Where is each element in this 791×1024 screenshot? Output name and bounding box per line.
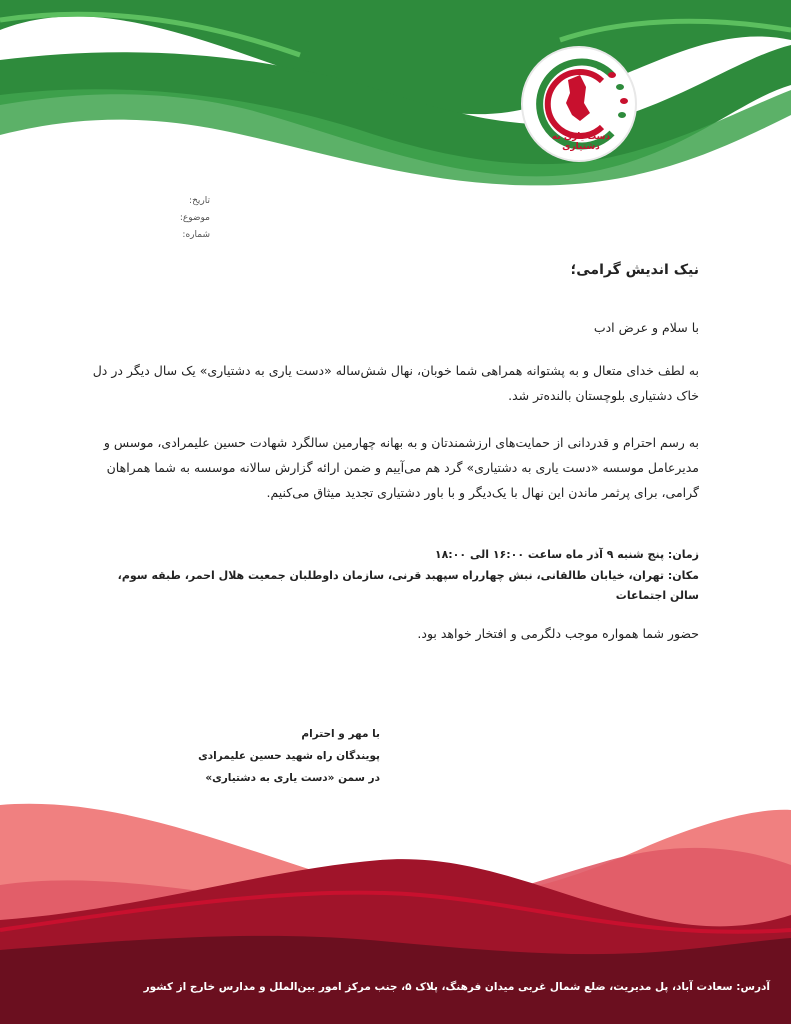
- signature-line-3: در سمن «دست یاری به دشتیاری»: [205, 772, 380, 784]
- header-green-waves: [0, 0, 791, 200]
- paragraph-invitation: به رسم احترام و قدردانی از حمایت‌های ارزشمندتان و به بهانه چهارمین سالگرد شهادت حسین علیمرادی، موسس و مدیرعامل موسسه «دست یاری به دشتیاری» گرد هم می‌آییم و ضمن ارائه گزارش سالانه موسسه به شما همراهان گرامی، برای پرثمر ماندن این نهال با یک‌دیگر و با باور دشتیاری تجدید میثاق می‌کنیم.: [103, 435, 699, 500]
- paragraph-intro: به لطف خدای متعال و به پشتوانه همراهی شما خوبان، نهال شش‌ساله «دست یاری به دشتیاری» یک سال دیگر در دل خاک دشتیاری بلوچستان بالنده‌تر شد.: [92, 363, 699, 403]
- salutation: نیک اندیش گرامی؛: [570, 262, 699, 278]
- number-field-label: شماره:: [182, 230, 210, 240]
- closing-line: حضور شما همواره موجب دلگرمی و افتخار خواهد بود.: [417, 626, 699, 641]
- footer-address: آدرس: سعادت آباد، پل مدیریت، ضلع شمال غربی میدان فرهنگ، پلاک ۵، جنب مرکز امور بین‌الملل و مدارس خارج از کشور: [143, 981, 770, 993]
- signature-line-2: پویندگان راه شهید حسین علیمرادی: [198, 750, 380, 762]
- date-field-label: تاریخ:: [189, 196, 210, 206]
- logo-caption: دست یاری به دشتیاری: [551, 132, 611, 152]
- signature-line-1: با مهر و احترام: [301, 728, 380, 740]
- event-time: زمان: پنج شنبه ۹ آذر ماه ساعت ۱۶:۰۰ الی ۱۸:۰۰: [434, 548, 699, 561]
- greeting: با سلام و عرض ادب: [593, 320, 699, 335]
- event-place: مکان: تهران، خیابان طالقانی، نبش چهارراه سپهبد قرنی، سازمان داوطلبان جمعیت هلال احمر، طبقه سوم، سالن اجتماعات: [117, 569, 699, 602]
- subject-field-label: موضوع:: [179, 213, 210, 223]
